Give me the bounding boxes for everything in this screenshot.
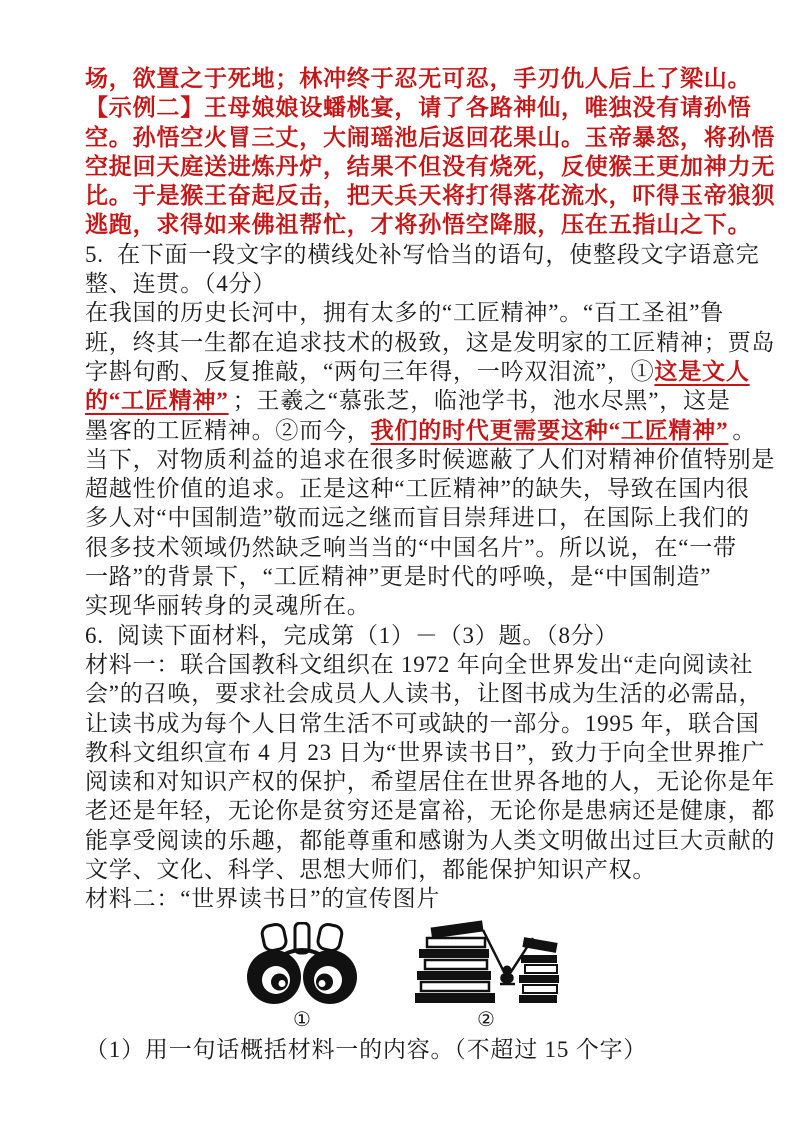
body-text: 整、连贯。（4分）	[85, 271, 277, 297]
body-text: 墨客的工匠精神。②而今，	[85, 417, 371, 443]
text-line	[85, 474, 750, 503]
text-line	[85, 298, 725, 327]
body-text: 让读书成为每个人日常生活不可或缺的一部分。1995 年，联合国	[85, 710, 760, 736]
body-text: 实现华丽转身的灵魂所在。	[85, 593, 371, 619]
highlighted-answer-text: 我们的时代更需要这种“工匠精神”	[370, 417, 729, 443]
body-text: 。	[732, 417, 757, 443]
text-line	[85, 562, 713, 591]
highlighted-answer-text: 空。孙悟空火冒三丈，大闹瑶池后返回花果山。玉帝暴怒，将孙悟	[85, 124, 776, 150]
body-text: 老还是年轻，无论你是贫穷还是富裕，无论你是患病还是健康，都	[85, 798, 776, 824]
body-text: 字斟句酌、反复推敲，“两句三年得，一吟双泪流”，①	[85, 358, 655, 384]
figure-label-1: ①	[293, 1008, 311, 1031]
body-text: 材料一：联合国教科文组织在 1972 年向全世界发出“走向阅读社	[85, 651, 754, 677]
figure-book-swing	[411, 920, 561, 1031]
body-text: 当下，对物质利益的追求在很多时候遮蔽了人们对精神价值特别是	[85, 446, 776, 472]
body-text: 文学、文化、科学、思想大师们，都能保护知识产权。	[85, 857, 657, 883]
body-text: 材料二：“世界读书日”的宣传图片	[85, 886, 441, 912]
text-line	[85, 650, 754, 679]
text-line	[85, 621, 713, 650]
text-line	[85, 503, 750, 532]
question-6-sub1: （1）用一句话概括材料一的内容。（不超过 15 个字）	[85, 1036, 648, 1062]
text-line	[85, 591, 713, 620]
highlighted-answer-text: 这是文人	[654, 358, 750, 384]
body-text: 6. 阅读下面材料，完成第（1）－（3）题。（8分）	[85, 622, 619, 648]
text-line	[85, 533, 737, 562]
highlighted-answer-text: 比。于是猴王奋起反击，把天兵天将打得落花流水，吓得玉帝狼狈	[85, 183, 776, 209]
text-line	[85, 738, 766, 767]
text-line	[85, 709, 760, 738]
text-block	[85, 64, 776, 914]
body-text: 很多技术领域仍然缺乏响当当的“中国名片”。所以说，在“一带	[85, 534, 737, 560]
highlighted-answer-text: 【示例二】王母娘娘设蟠桃宴，请了各路神仙，唯独没有请孙悟	[85, 95, 752, 121]
text-line	[85, 357, 750, 386]
body-text: 超越性价值的追求。正是这种“工匠精神”的缺失，导致在国内很	[85, 476, 750, 502]
text-line	[85, 152, 776, 181]
text-line	[85, 826, 776, 855]
text-line	[85, 93, 752, 122]
book-swing-icon	[411, 920, 561, 1006]
text-line	[85, 240, 760, 269]
text-line	[85, 269, 713, 298]
body-text: 能享受阅读的乐趣，都能尊重和感谢为人类文明做出过巨大贡献的	[85, 827, 776, 853]
highlighted-answer-text: 逃跑，求得如来佛祖帮忙，才将孙悟空降服，压在五指山之下。	[85, 212, 752, 238]
figures-row	[243, 920, 713, 1031]
text-line	[85, 767, 776, 796]
text-line	[85, 884, 713, 913]
text-line	[85, 445, 776, 474]
body-text: 班，终其一生都在追求技术的极致，这是发明家的工匠精神；贾岛	[85, 329, 776, 355]
figure-label-2: ②	[477, 1008, 495, 1031]
text-line	[85, 386, 731, 415]
text-line	[85, 679, 763, 708]
text-line	[85, 181, 776, 210]
body-text: 会”的召唤，要求社会成员人人读书，让图书成为生活的必需品，	[85, 681, 763, 707]
highlighted-answer-text: 的“工匠精神”	[85, 388, 229, 414]
body-text: ；王羲之“慕张芝，临池学书，池水尽黑”，这是	[232, 388, 731, 414]
text-line	[85, 855, 713, 884]
highlighted-answer-text: 场，欲置之于死地；林冲终于忍无可忍，手刃仇人后上了梁山。	[85, 66, 752, 91]
highlighted-answer-text: 空捉回天庭送进炼丹炉，结果不但没有烧死，反使猴王更加神力无	[85, 153, 776, 179]
text-line	[85, 64, 752, 93]
body-text: 教科文组织宣布 4 月 23 日为“世界读书日”，致力于向全世界推广	[85, 739, 766, 765]
body-text: 在我国的历史长河中，拥有太多的“工匠精神”。“百工圣祖”鲁	[85, 300, 725, 326]
text-line	[85, 796, 776, 825]
text-line	[85, 416, 757, 445]
figure-binoculars	[243, 922, 361, 1031]
body-text: 一路”的背景下，“工匠精神”更是时代的呼唤，是“中国制造”	[85, 564, 712, 590]
text-line	[85, 328, 776, 357]
body-text: 多人对“中国制造”敬而远之继而盲目崇拜进口，在国际上我们的	[85, 505, 750, 531]
text-line	[85, 210, 752, 239]
body-text: 阅读和对知识产权的保护，希望居住在世界各地的人，无论你是年	[85, 769, 776, 795]
text-line	[85, 123, 776, 152]
scroll-binoculars-icon	[243, 922, 361, 1006]
body-text: 5. 在下面一段文字的横线处补写恰当的语句，使整段文字语意完	[85, 241, 760, 267]
